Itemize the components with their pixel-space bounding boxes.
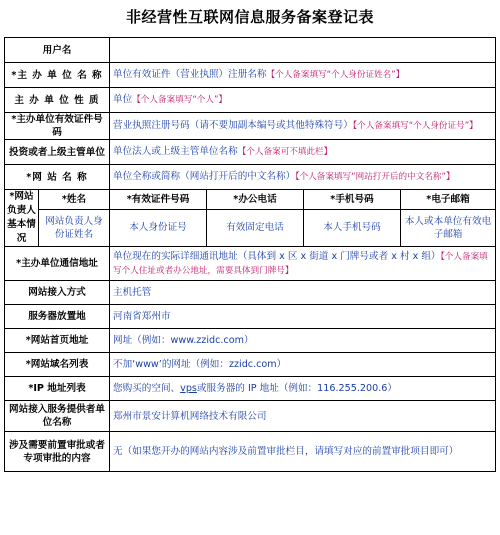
investor-label: 投资或者上级主管单位 bbox=[5, 140, 110, 165]
server-location-value[interactable]: 河南省郑州市 bbox=[110, 305, 496, 329]
provider-value[interactable]: 郑州市景安计算机网络技术有限公司 bbox=[110, 401, 496, 432]
host-cert-note: 【个人备案填写“个人身份证号”】 bbox=[352, 121, 478, 131]
row-contact-values bbox=[5, 209, 496, 246]
host-name-value[interactable] bbox=[110, 63, 496, 88]
access-method-value[interactable]: 主机托管 bbox=[110, 281, 496, 305]
row-address bbox=[5, 247, 496, 281]
row-domain bbox=[5, 353, 496, 377]
access-method-label: 网站接入方式 bbox=[5, 281, 110, 305]
homepage-label: *网站首页地址 bbox=[5, 329, 110, 353]
host-nature-label: 主 办 单 位 性 质 bbox=[5, 88, 110, 113]
contact-value-phone[interactable]: 有效固定电话 bbox=[207, 209, 304, 246]
investor-value[interactable] bbox=[110, 140, 496, 165]
domain-value[interactable]: 不加‘www’的网址（例如：zzidc.com） bbox=[110, 353, 496, 377]
contact-header-name: *姓名 bbox=[39, 190, 110, 210]
site-name-label: *网 站 名 称 bbox=[5, 165, 110, 190]
contact-header-phone: *办公电话 bbox=[207, 190, 304, 210]
site-name-note: 【个人备案填写“网站打开后的中文名称”】 bbox=[295, 172, 455, 182]
row-server-location bbox=[5, 305, 496, 329]
username-label: 用户名 bbox=[5, 38, 110, 63]
row-investor bbox=[5, 140, 496, 165]
row-pre-approval bbox=[5, 432, 496, 472]
row-host-nature bbox=[5, 88, 496, 113]
row-host-cert bbox=[5, 113, 496, 140]
row-provider bbox=[5, 401, 496, 432]
host-name-note: 【个人备案填写“个人身份证姓名”】 bbox=[266, 70, 405, 80]
homepage-value[interactable]: 网址（例如：www.zzidc.com） bbox=[110, 329, 496, 353]
host-cert-value[interactable] bbox=[110, 113, 496, 140]
contact-value-name[interactable]: 网站负责人身份证姓名 bbox=[39, 209, 110, 246]
row-site-name bbox=[5, 165, 496, 190]
row-username bbox=[5, 38, 496, 63]
host-cert-label: *主办单位有效证件号码 bbox=[5, 113, 110, 140]
ip-text-pre: 您购买的空间、 bbox=[113, 383, 181, 394]
form-title: 非经营性互联网信息服务备案登记表 bbox=[125, 8, 374, 26]
host-name-label: *主 办 单 位 名 称 bbox=[5, 63, 110, 88]
investor-note: 【个人备案可不填此栏】 bbox=[237, 147, 333, 157]
address-value[interactable] bbox=[110, 247, 496, 281]
row-host-name bbox=[5, 63, 496, 88]
domain-label: *网站域名列表 bbox=[5, 353, 110, 377]
address-text: 单位现在的实际详细通讯地址（具体到 x 区 x 街道 x 门牌号或者 x 村 x 组） bbox=[113, 250, 441, 262]
host-nature-text: 单位 bbox=[113, 94, 133, 105]
contact-header-mobile: *手机号码 bbox=[304, 190, 401, 210]
site-name-text: 单位全称或简称（网站打开后的中文名称） bbox=[113, 171, 296, 182]
server-location-label: 服务器放置地 bbox=[5, 305, 110, 329]
provider-label: 网站接入服务提供者单位名称 bbox=[5, 401, 110, 432]
ip-value[interactable] bbox=[110, 377, 496, 401]
host-nature-note: 【个人备案填写“个人”】 bbox=[132, 95, 228, 105]
pre-approval-value[interactable]: 无（如果您开办的网站内容涉及前置审批栏目，请填写对应的前置审批项目即可） bbox=[110, 432, 496, 472]
site-name-value[interactable] bbox=[110, 165, 496, 190]
investor-text: 单位法人或上级主管单位名称 bbox=[113, 146, 238, 157]
registration-form-table bbox=[4, 37, 496, 472]
ip-label: *IP 地址列表 bbox=[5, 377, 110, 401]
ip-text-vps: vps bbox=[180, 383, 197, 394]
row-access-method bbox=[5, 281, 496, 305]
row-homepage bbox=[5, 329, 496, 353]
host-name-text: 单位有效证件（营业执照）注册名称 bbox=[113, 69, 267, 80]
host-cert-text: 营业执照注册号码（请不要加副本编号或其他特殊符号） bbox=[113, 120, 353, 131]
address-note: 【个人备案填写个人住址或者办公地址，需要具体到门牌号】 bbox=[113, 251, 488, 276]
contact-value-id[interactable]: 本人身份证号 bbox=[110, 209, 207, 246]
address-label: *主办单位通信地址 bbox=[5, 247, 110, 281]
contact-header-id: *有效证件号码 bbox=[110, 190, 207, 210]
username-value[interactable] bbox=[110, 38, 496, 63]
pre-approval-label: 涉及需要前置审批或者专项审批的内容 bbox=[5, 432, 110, 472]
row-contact-headers bbox=[5, 190, 496, 210]
ip-text-post: 或服务器的 IP 地址（例如：116.255.200.6） bbox=[196, 383, 397, 394]
host-nature-value[interactable] bbox=[110, 88, 496, 113]
contact-label: *网站负责人基本情况 bbox=[5, 190, 39, 247]
contact-value-mobile[interactable]: 本人手机号码 bbox=[304, 209, 401, 246]
row-ip bbox=[5, 377, 496, 401]
contact-header-email: *电子邮箱 bbox=[401, 190, 496, 210]
contact-value-email[interactable]: 本人或本单位有效电子邮箱 bbox=[401, 209, 496, 246]
